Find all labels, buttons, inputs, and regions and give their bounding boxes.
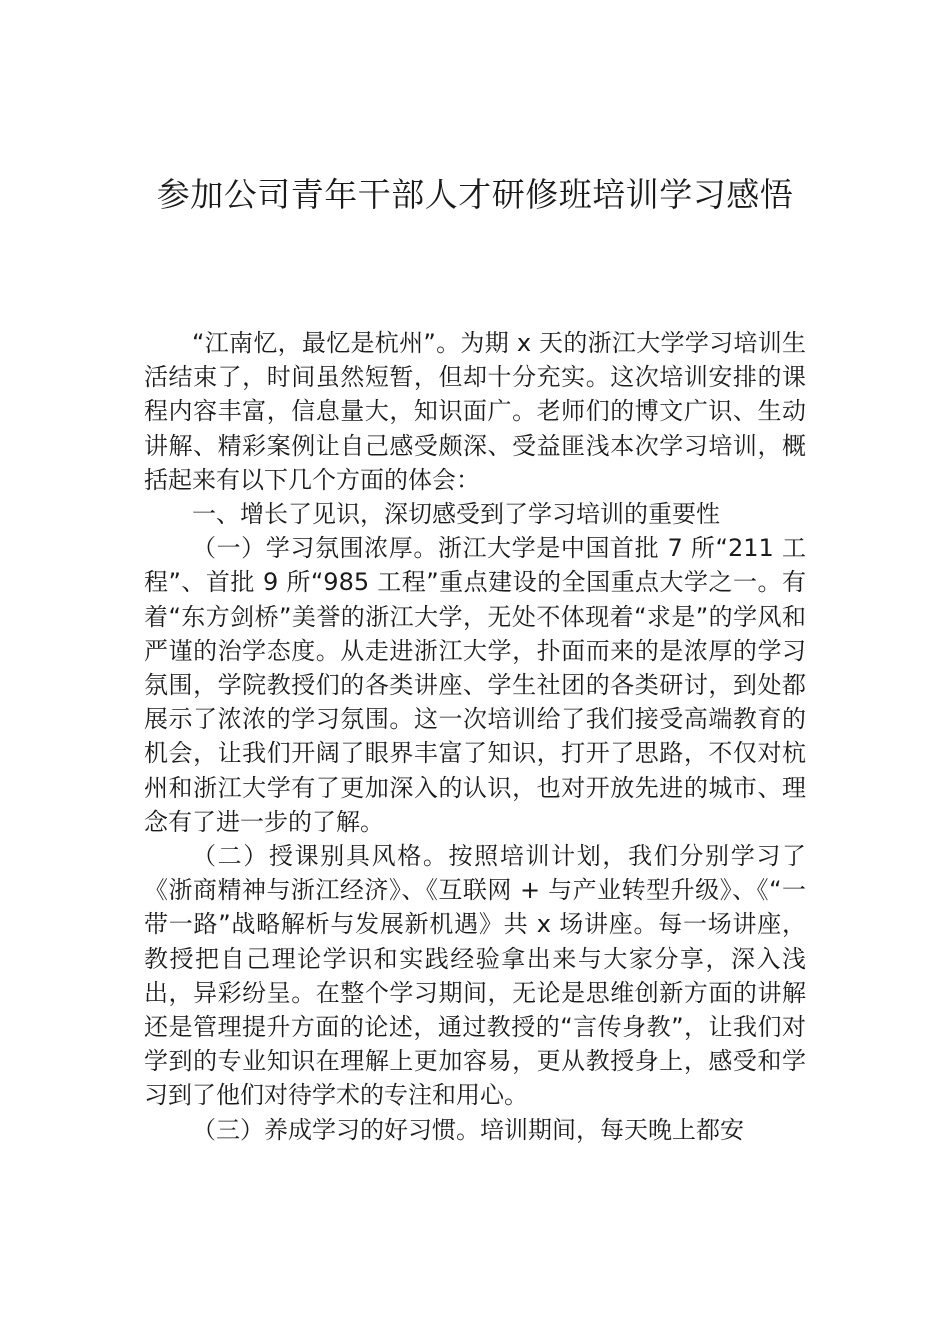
document-body [144, 326, 806, 1147]
subsection-paragraph-2: （二）授课别具风格。按照培训计划，我们分别学习了《浙商精神与浙江经济》、《互联网 + 与产业转型升级》、《“一带一路”战略解析与发展新机遇》共 x 场讲座。每一场讲座，教授把自己理论学识和实践经验拿出来与大家分享，深入浅出，异彩纷呈。在整个学习期间，无论是思维创新方面的讲解还是管理提升方面的论述，通过教授的“言传身教”，让我们对学到的专业知识在理解上更加容易，更从教授身上，感受和学习到了他们对待学术的专注和用心。 [144, 842, 806, 1110]
intro-paragraph: “江南忆，最忆是杭州”。为期 x 天的浙江大学学习培训生活结束了，时间虽然短暂，但却十分充实。这次培训安排的课程内容丰富，信息量大，知识面广。老师们的博文广识、生动讲解、精彩案例让自己感受颇深、受益匪浅本次学习培训，概括起来有以下几个方面的体会： [144, 329, 806, 494]
section-heading-1: 一、增长了见识，深切感受到了学习培训的重要性 [192, 500, 720, 529]
subsection-paragraph-3: （三）养成学习的好习惯。培训期间，每天晚上都安 [192, 1115, 744, 1144]
subsection-paragraph-1: （一）学习氛围浓厚。浙江大学是中国首批 7 所“211 工程”、首批 9 所“985 工程”重点建设的全国重点大学之一。有着“东方剑桥”美誉的浙江大学，无处不体现着“求是”的学风和严谨的治学态度。从走进浙江大学，扑面而来的是浓厚的学习氛围，学院教授们的各类讲座、学生社团的各类研讨，到处都展示了浓浓的学习氛围。这一次培训给了我们接受高端教育的机会，让我们开阔了眼界丰富了知识，打开了思路，不仅对杭州和浙江大学有了更加深入的认识，也对开放先进的城市、理念有了进一步的了解。 [144, 534, 806, 836]
document-title: 参加公司青年干部人才研修班培训学习感悟 [156, 175, 794, 214]
